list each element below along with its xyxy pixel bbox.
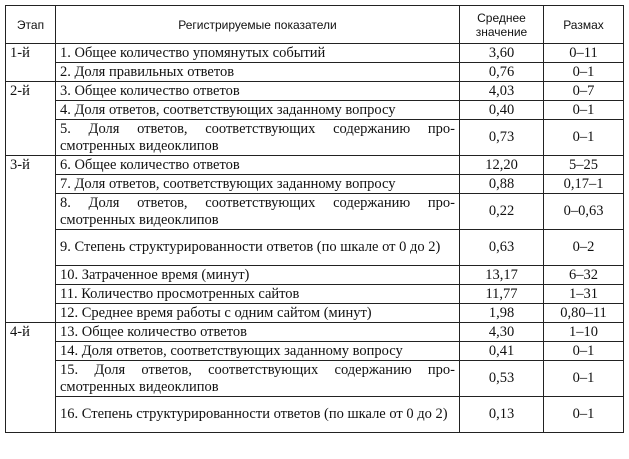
indicators-table: [5, 5, 624, 433]
mean-cell: 0,76: [460, 63, 544, 82]
range-cell: 0–11: [544, 44, 624, 63]
indicator-cell: 3. Общее количество ответов: [56, 82, 460, 101]
indicator-cell: 14. Доля ответов, соответствующих заданному вопросу: [56, 342, 460, 361]
header-mean: Среднее значение: [460, 6, 544, 44]
table-row: [6, 44, 624, 63]
range-cell: 0–1: [544, 63, 624, 82]
stage-cell: 4-й: [6, 323, 56, 433]
range-cell: 0–2: [544, 230, 624, 266]
indicator-cell: 8. Доля ответов, соответствующих содержанию просмотренных видеоклипов: [56, 194, 460, 230]
mean-cell: 11,77: [460, 285, 544, 304]
table-body: [6, 44, 624, 433]
table-header: [6, 6, 624, 44]
table-row: [6, 156, 624, 175]
table-row: [6, 230, 624, 266]
mean-cell: 0,22: [460, 194, 544, 230]
range-cell: 6–32: [544, 266, 624, 285]
mean-cell: 13,17: [460, 266, 544, 285]
mean-cell: 0,13: [460, 397, 544, 433]
range-cell: 0–1: [544, 120, 624, 156]
range-cell: 0–0,63: [544, 194, 624, 230]
range-cell: 0–1: [544, 101, 624, 120]
range-cell: 1–31: [544, 285, 624, 304]
mean-cell: 0,40: [460, 101, 544, 120]
indicator-cell: 7. Доля ответов, соответствующих заданному вопросу: [56, 175, 460, 194]
indicator-cell: 9. Степень структурированности ответов (по шкале от 0 до 2): [56, 230, 460, 266]
indicator-cell: 12. Среднее время работы с одним сайтом (минут): [56, 304, 460, 323]
range-cell: 0–1: [544, 361, 624, 397]
table-row: [6, 285, 624, 304]
mean-cell: 12,20: [460, 156, 544, 175]
header-range: Размах: [544, 6, 624, 44]
table-row: [6, 323, 624, 342]
table-row: [6, 361, 624, 397]
table-container: [5, 5, 624, 433]
stage-cell: 1-й: [6, 44, 56, 82]
indicator-cell: 15. Доля ответов, соответствующих содержанию просмотренных видеоклипов: [56, 361, 460, 397]
indicator-cell: 10. Затраченное время (минут): [56, 266, 460, 285]
range-cell: 0,80–11: [544, 304, 624, 323]
mean-cell: 4,30: [460, 323, 544, 342]
indicator-cell: 13. Общее количество ответов: [56, 323, 460, 342]
indicator-cell: 5. Доля ответов, соответствующих содержанию просмотренных видеоклипов: [56, 120, 460, 156]
table-row: [6, 266, 624, 285]
indicator-cell: 6. Общее количество ответов: [56, 156, 460, 175]
table-row: [6, 342, 624, 361]
range-cell: 0–7: [544, 82, 624, 101]
header-indicators: Регистрируемые показатели: [56, 6, 460, 44]
range-cell: 0,17–1: [544, 175, 624, 194]
table-row: [6, 101, 624, 120]
mean-cell: 0,63: [460, 230, 544, 266]
indicator-cell: 4. Доля ответов, соответствующих заданному вопросу: [56, 101, 460, 120]
indicator-cell: 1. Общее количество упомянутых событий: [56, 44, 460, 63]
mean-cell: 0,41: [460, 342, 544, 361]
indicator-cell: 2. Доля правильных ответов: [56, 63, 460, 82]
mean-cell: 0,73: [460, 120, 544, 156]
stage-cell: 3-й: [6, 156, 56, 323]
table-row: [6, 194, 624, 230]
table-row: [6, 175, 624, 194]
mean-cell: 4,03: [460, 82, 544, 101]
table-row: [6, 63, 624, 82]
stage-cell: 2-й: [6, 82, 56, 156]
indicator-cell: 11. Количество просмотренных сайтов: [56, 285, 460, 304]
range-cell: 1–10: [544, 323, 624, 342]
mean-cell: 0,53: [460, 361, 544, 397]
range-cell: 0–1: [544, 342, 624, 361]
table-row: [6, 397, 624, 433]
range-cell: 5–25: [544, 156, 624, 175]
range-cell: 0–1: [544, 397, 624, 433]
header-stage: Этап: [6, 6, 56, 44]
mean-cell: 1,98: [460, 304, 544, 323]
indicator-cell: 16. Степень структурированности ответов (по шкале от 0 до 2): [56, 397, 460, 433]
table-row: [6, 304, 624, 323]
table-row: [6, 120, 624, 156]
mean-cell: 3,60: [460, 44, 544, 63]
mean-cell: 0,88: [460, 175, 544, 194]
table-row: [6, 82, 624, 101]
